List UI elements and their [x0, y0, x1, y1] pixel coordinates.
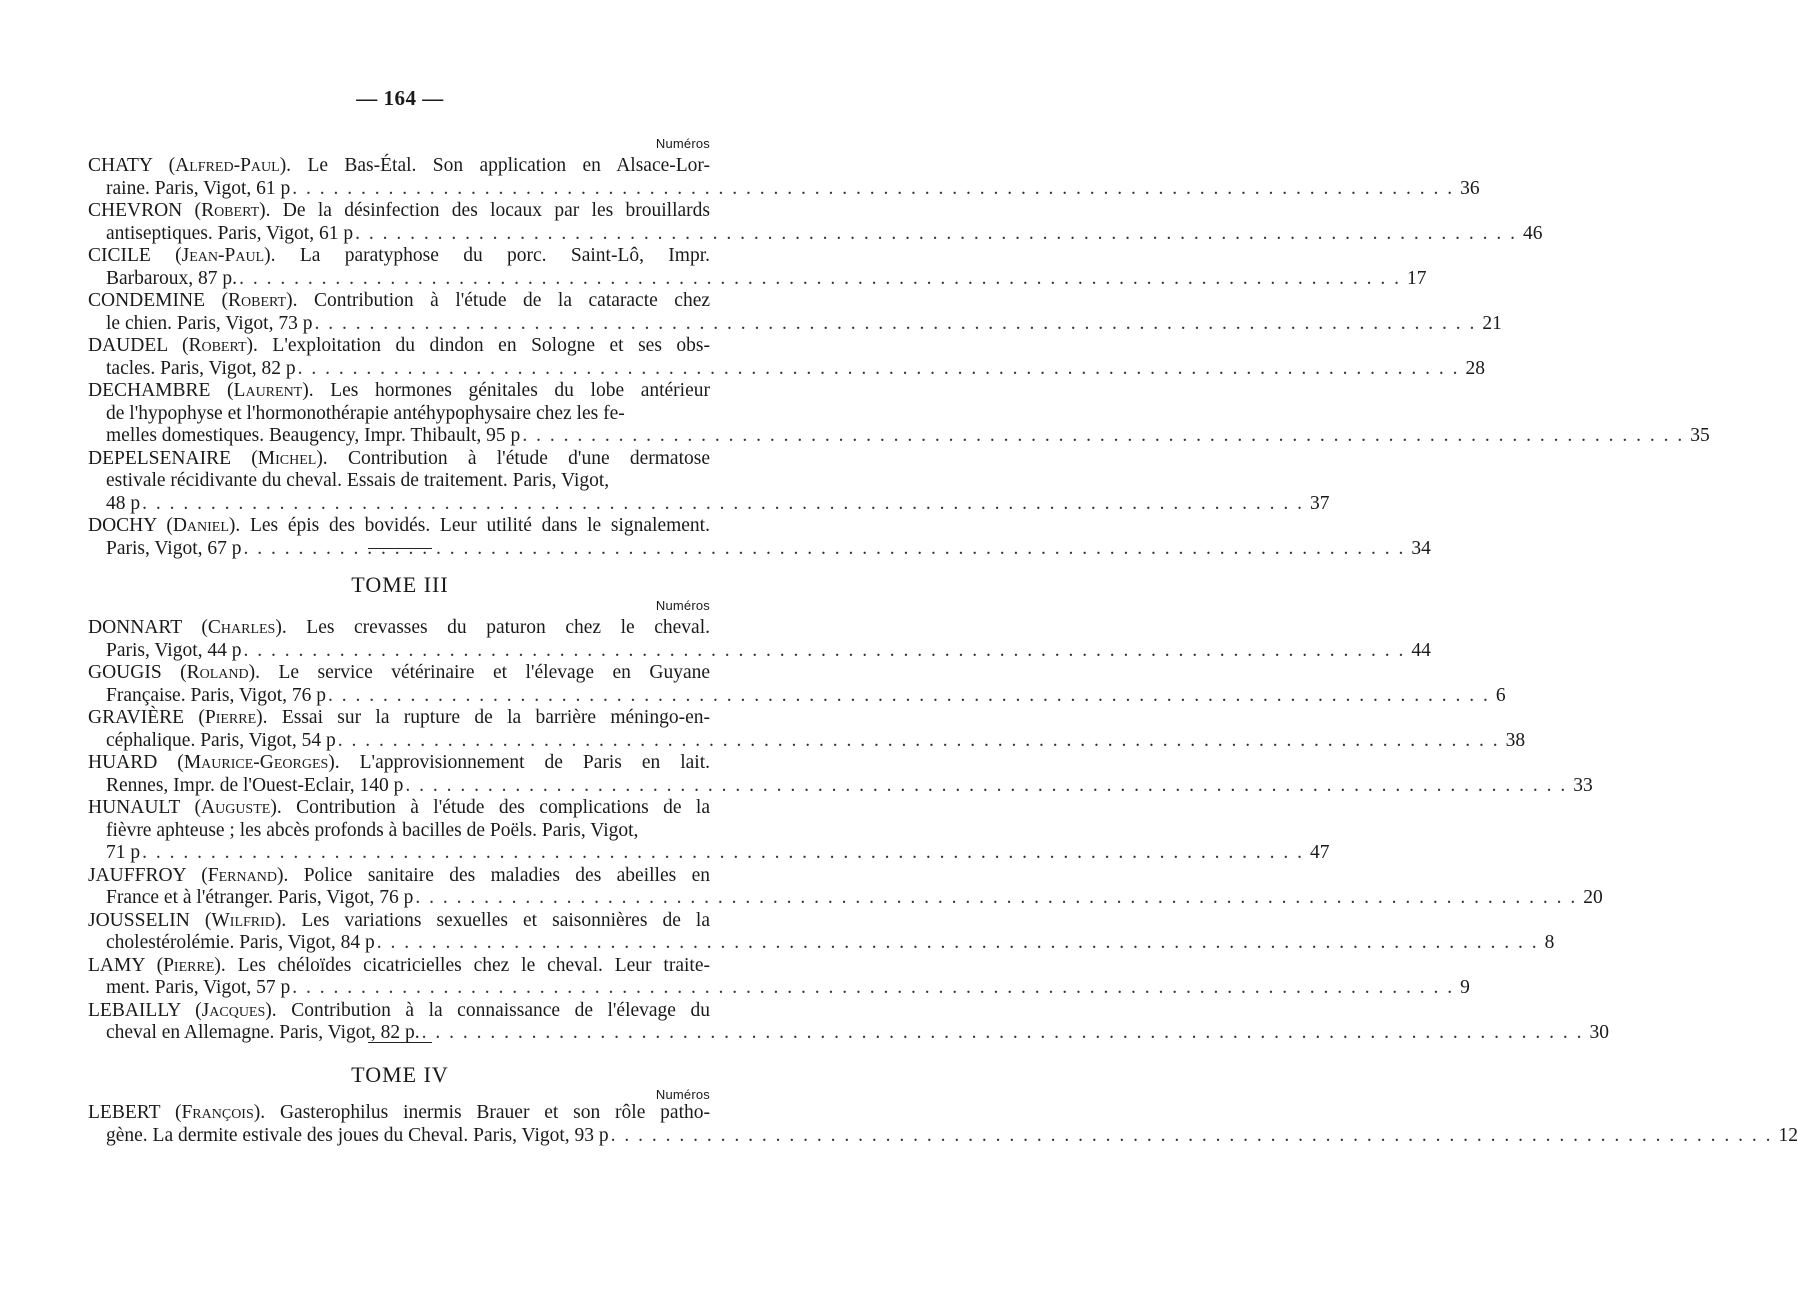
numeros-header: Numéros	[655, 136, 710, 151]
entry-number: 35	[1690, 425, 1710, 446]
author-firstname: Robert	[188, 335, 247, 356]
entry-publication: Rennes, Impr. de l'Ouest-Eclair, 140 p	[106, 774, 404, 796]
entry-title-text: Les hormones génitales du lobe antérieur	[330, 380, 710, 401]
entry-publication: Française. Paris, Vigot, 76 p	[106, 684, 326, 706]
bibliography-section	[88, 1102, 1798, 1147]
entry-title-text: La paratyphose du porc. Saint-Lô, Impr.	[299, 245, 710, 266]
entry-line: CONDEMINE (Robert). Contribution à l'étude de la cataracte chez	[88, 290, 710, 311]
author-surname: DOCHY	[88, 515, 157, 536]
entry-publication: 71 p	[106, 842, 141, 863]
entry-line: JAUFFROY (Fernand). Police sanitaire des maladies des abeilles en	[88, 864, 710, 886]
entry-last-line	[106, 684, 1506, 708]
author-surname: LEBAILLY	[88, 999, 181, 1021]
entry-last-line	[106, 177, 1480, 201]
dot-leader: . . . . . . . . . . . . . . . . . . . . . . . . . . . . . . . . . . . . . . . . . . . . . . . . . . . . . . . . . . . . . . . . . . . . . . . . . . . . . . . . . . . . .	[327, 684, 1490, 706]
entry-number: 38	[1505, 729, 1526, 751]
entry-title-text: Contribution à la connaissance de l'élevage du	[291, 999, 710, 1021]
entry-line: LEBAILLY (Jacques). Contribution à la connaissance de l'élevage du	[88, 999, 710, 1021]
bibliography-entry	[88, 707, 1526, 752]
dot-leader: . . . . . . . . . . . . . . . . . . . . . . . . . . . . . . . . . . . . . . . . . . . . . . . . . . . . . . . . . . . . . . . . . . . . . . . . . . . . . . . . . . . . .	[421, 1022, 1584, 1043]
section-divider	[368, 1042, 432, 1043]
author-firstname: Roland	[186, 662, 249, 683]
section-divider	[368, 548, 432, 549]
dot-leader: . . . . . . . . . . . . . . . . . . . . . . . . . . . . . . . . . . . . . . . . . . . . . . . . . . . . . . . . . . . . . . . . . . . . . . . . . . . . . . . . . . . . .	[405, 774, 1568, 796]
entry-publication: Paris, Vigot, 44 p	[106, 639, 242, 661]
entry-number: 28	[1465, 357, 1486, 379]
entry-publication: antiseptiques. Paris, Vigot, 61 p	[106, 222, 354, 244]
entry-number: 37	[1310, 492, 1330, 514]
entry-publication: cholestérolémie. Paris, Vigot, 84 p	[106, 932, 375, 953]
entry-title-text: estivale récidivante du cheval. Essais de traitement. Paris, Vigot,	[106, 470, 610, 491]
dot-leader: . . . . . . . . . . . . . . . . . . . . . . . . . . . . . . . . . . . . . . . . . . . . . . . . . . . . . . . . . . . . . . . . . . . . . . . . . . . . . . . . . . . . .	[522, 425, 1685, 446]
entry-line: DECHAMBRE (Laurent). Les hormones génitales du lobe antérieur	[88, 380, 710, 401]
author-firstname: Auguste	[201, 797, 271, 818]
author-firstname: Fernand	[207, 864, 277, 886]
author-surname: CONDEMINE	[88, 290, 205, 311]
entry-title-text: L'approvisionnement de Paris en lait.	[359, 752, 710, 773]
entry-number: 8	[1544, 932, 1555, 953]
entry-last-line	[106, 639, 1431, 663]
author-surname: LEBERT	[88, 1102, 161, 1123]
author-firstname: Wilfrid	[211, 909, 275, 931]
entry-line: GOUGIS (Roland). Le service vétérinaire et l'élevage en Guyane	[88, 662, 711, 683]
dot-leader: . . . . . . . . . . . . . . . . . . . . . . . . . . . . . . . . . . . . . . . . . . . . . . . . . . . . . . . . . . . . . . . . . . . . . . . . . . . . . . . . . . . . .	[292, 977, 1455, 998]
bibliography-entry	[88, 335, 1486, 380]
dot-leader: . . . . . . . . . . . . . . . . . . . . . . . . . . . . . . . . . . . . . . . . . . . . . . . . . . . . . . . . . . . . . . . . . . . . . . . . . . . . . . . . . . . . .	[297, 357, 1460, 379]
entry-publication: tacles. Paris, Vigot, 82 p	[106, 357, 296, 379]
bibliography-entry	[88, 447, 1330, 516]
author-firstname: Pierre	[163, 954, 215, 976]
author-firstname: Jacques	[201, 999, 266, 1021]
entry-line: HUARD (Maurice-Georges). L'approvisionnement de Paris en lait.	[88, 752, 710, 773]
author-firstname: Alfred-Paul	[175, 155, 280, 176]
entry-publication: céphalique. Paris, Vigot, 54 p	[106, 729, 336, 751]
entry-number: 44	[1411, 639, 1431, 661]
dot-leader: . . . . . . . . . . . . . . . . . . . . . . . . . . . . . . . . . . . . . . . . . . . . . . . . . . . . . . . . . . . . . . . . . . . . . . . . . . . . . . . . . . . . .	[376, 932, 1539, 953]
entry-number: 36	[1460, 177, 1480, 199]
entry-line: CICILE (Jean-Paul). La paratyphose du porc. Saint-Lô, Impr.	[88, 245, 710, 266]
bibliography-entry	[88, 380, 1710, 448]
entry-publication: ment. Paris, Vigot, 57 p	[106, 977, 291, 998]
dot-leader: . . . . . . . . . . . . . . . . . . . . . . . . . . . . . . . . . . . . . . . . . . . . . . . . . . . . . . . . . . . . . . . . . . . . . . . . . . . . . . . . . . . . .	[292, 177, 1455, 199]
entry-last-line	[106, 425, 1710, 448]
entry-title-text: Contribution à l'étude d'une dermatose	[347, 447, 710, 469]
dot-leader: . . . . . . . . . . . . . . . . . . . . . . . . . . . . . . . . . . . . . . . . . . . . . . . . . . . . . . . . . . . . . . . . . . . . . . . . . . . . . . . . . . . . .	[355, 222, 1517, 244]
entry-number: 30	[1589, 1022, 1610, 1043]
entry-publication: raine. Paris, Vigot, 61 p	[106, 177, 291, 199]
entry-line: DEPELSENAIRE (Michel). Contribution à l'étude d'une dermatose	[88, 447, 710, 469]
author-firstname: Michel	[257, 447, 317, 469]
entry-title-text: Les épis des bovidés. Leur utilité dans le signalement.	[249, 515, 710, 536]
entry-title-text: De la désinfection des locaux par les brouillards	[282, 200, 710, 221]
entry-last-line	[106, 492, 1330, 516]
entry-number: 34	[1411, 537, 1431, 559]
entry-title-text: Le Bas-Étal. Son application en Alsace-Lor-	[307, 155, 711, 176]
dot-leader: . . . . . . . . . . . . . . . . . . . . . . . . . . . . . . . . . . . . . . . . . . . . . . . . . . . . . . . . . . . . . . . . . . . . . . . . . . . . . . . . . . . . .	[337, 729, 1500, 751]
author-surname: CHATY	[88, 155, 153, 176]
entry-last-line	[106, 977, 1470, 1000]
entry-number: 17	[1406, 267, 1427, 289]
entry-number: 47	[1310, 842, 1330, 863]
numeros-header: Numéros	[655, 1087, 710, 1102]
entry-line: DOCHY (Daniel). Les épis des bovidés. Leur utilité dans le signalement.	[88, 515, 710, 536]
entry-line: CHATY (Alfred-Paul). Le Bas-Étal. Son application en Alsace-Lor-	[88, 155, 711, 176]
bibliography-entry	[88, 617, 1431, 662]
entry-number: 33	[1573, 774, 1593, 796]
entry-last-line	[106, 774, 1593, 798]
entry-title-text: Les variations sexuelles et saisonnières de la	[301, 909, 710, 931]
entry-title-text: Les chéloïdes cicatricielles chez le cheval. Leur traite-	[237, 954, 710, 976]
entry-number: 6	[1495, 684, 1506, 706]
bibliography-section	[88, 155, 1710, 560]
bibliography-entry	[88, 200, 1543, 245]
entry-last-line	[106, 932, 1555, 955]
entry-number: 9	[1460, 977, 1470, 998]
entry-title-text: L'exploitation du dindon en Sologne et ses obs-	[272, 335, 711, 356]
entry-title-text: de l'hypophyse et l'hormonothérapie antéhypophysaire chez les fe-	[106, 402, 625, 424]
entry-last-line	[106, 312, 1502, 336]
author-surname: DONNART	[88, 617, 182, 638]
entry-publication: le chien. Paris, Vigot, 73 p	[106, 312, 313, 334]
bibliography-entry	[88, 909, 1555, 955]
entry-line	[106, 470, 710, 493]
entry-line: LEBERT (François). Gasterophilus inermis Brauer et son rôle patho-	[88, 1102, 710, 1123]
dot-leader: . . . . . . . . . . . . . . . . . . . . . . . . . . . . . . . . . . . . . . . . . . . . . . . . . . . . . . . . . . . . . . . . . . . . . . . . . . . . . . . . . . . . .	[610, 1124, 1773, 1146]
entry-last-line	[106, 887, 1603, 910]
author-firstname: Charles	[207, 617, 276, 638]
bibliography-entry	[88, 864, 1603, 910]
author-surname: GOUGIS	[88, 662, 162, 683]
author-surname: DEPELSENAIRE	[88, 447, 231, 469]
dot-leader: . . . . . . . . . . . . . . . . . . . . . . . . . . . . . . . . . . . . . . . . . . . . . . . . . . . . . . . . . . . . . . . . . . . . . . . . . . . . . . . . . . . . .	[142, 492, 1304, 514]
bibliography-entry	[88, 797, 1330, 865]
bibliography-entry	[88, 245, 1427, 290]
author-firstname: Robert	[228, 290, 287, 311]
entry-publication: melles domestiques. Beaugency, Impr. Thibault, 95 p	[106, 425, 521, 446]
author-surname: HUARD	[88, 752, 158, 773]
dot-leader: . . . . . . . . . . . . . . . . . . . . . . . . . . . . . . . . . . . . . . . . . . . . . . . . . . . . . . . . . . . . . . . . . . . . . . . . . . . . . . . . . . . . .	[243, 537, 1406, 559]
entry-publication: gène. La dermite estivale des joues du Cheval. Paris, Vigot, 93 p	[106, 1124, 609, 1146]
numeros-header: Numéros	[655, 598, 710, 613]
entry-publication: 48 p	[106, 492, 141, 514]
entry-number: 12	[1778, 1124, 1798, 1146]
entry-publication: France et à l'étranger. Paris, Vigot, 76 p	[106, 887, 414, 908]
entry-last-line	[106, 1124, 1798, 1148]
entry-title-text: Police sanitaire des maladies des abeilles en	[303, 864, 710, 886]
bibliography-entry	[88, 999, 1610, 1045]
author-surname: CICILE	[88, 245, 151, 266]
author-surname: CHEVRON	[88, 200, 183, 221]
author-surname: HUNAULT	[88, 797, 181, 818]
entry-publication: cheval en Allemagne. Paris, Vigot, 82 p.	[106, 1022, 420, 1043]
entry-title-text: Contribution à l'étude des complications de la	[296, 797, 710, 818]
entry-line	[106, 403, 710, 426]
author-surname: JAUFFROY	[88, 864, 186, 886]
bibliography-entry	[88, 662, 1506, 707]
entry-line: HUNAULT (Auguste). Contribution à l'étude des complications de la	[88, 797, 710, 818]
entry-last-line	[106, 222, 1543, 246]
bibliography-entry	[88, 155, 1480, 200]
bibliography-entry	[88, 290, 1502, 335]
author-firstname: Jean-Paul	[181, 245, 265, 266]
bibliography-entry	[88, 954, 1470, 1000]
author-firstname: Daniel	[172, 515, 229, 536]
author-surname: LAMY	[88, 954, 145, 976]
bibliography-entry	[88, 515, 1431, 560]
dot-leader: . . . . . . . . . . . . . . . . . . . . . . . . . . . . . . . . . . . . . . . . . . . . . . . . . . . . . . . . . . . . . . . . . . . . . . . . . . . . . . . . . . . . .	[239, 267, 1401, 289]
entry-number: 46	[1522, 222, 1543, 244]
entry-number: 21	[1482, 312, 1502, 334]
entry-title-text: Essai sur la rupture de la barrière méningo-en-	[281, 707, 710, 728]
dot-leader: . . . . . . . . . . . . . . . . . . . . . . . . . . . . . . . . . . . . . . . . . . . . . . . . . . . . . . . . . . . . . . . . . . . . . . . . . . . . . . . . . . . . .	[415, 887, 1578, 908]
author-firstname: Laurent	[233, 380, 303, 401]
entry-title-text: fièvre aphteuse ; les abcès profonds à bacilles de Poëls. Paris, Vigot,	[106, 819, 639, 841]
author-firstname: Maurice-Georges	[183, 752, 329, 773]
author-surname: DECHAMBRE	[88, 380, 211, 401]
tome-iv-heading: TOME IV	[351, 1062, 449, 1087]
entry-title-text: Gasterophilus inermis Brauer et son rôle patho-	[279, 1102, 710, 1123]
page-number: — 164 —	[356, 86, 444, 110]
author-firstname: François	[181, 1102, 254, 1123]
entry-line: DONNART (Charles). Les crevasses du paturon chez le cheval.	[88, 617, 711, 638]
entry-last-line	[106, 267, 1427, 291]
entry-line: JOUSSELIN (Wilfrid). Les variations sexuelles et saisonnières de la	[88, 909, 710, 931]
entry-last-line	[106, 842, 1330, 865]
entry-line	[106, 820, 710, 843]
entry-line: GRAVIÈRE (Pierre). Essai sur la rupture de la barrière méningo-en-	[88, 707, 710, 728]
author-surname: DAUDEL	[88, 335, 168, 356]
dot-leader: . . . . . . . . . . . . . . . . . . . . . . . . . . . . . . . . . . . . . . . . . . . . . . . . . . . . . . . . . . . . . . . . . . . . . . . . . . . . . . . . . . . . .	[142, 842, 1304, 863]
dot-leader: . . . . . . . . . . . . . . . . . . . . . . . . . . . . . . . . . . . . . . . . . . . . . . . . . . . . . . . . . . . . . . . . . . . . . . . . . . . . . . . . . . . . .	[243, 639, 1406, 661]
entry-publication: Barbaroux, 87 p.	[106, 267, 238, 289]
bibliography-entry	[88, 1102, 1798, 1147]
dot-leader: . . . . . . . . . . . . . . . . . . . . . . . . . . . . . . . . . . . . . . . . . . . . . . . . . . . . . . . . . . . . . . . . . . . . . . . . . . . . . . . . . . . . .	[314, 312, 1477, 334]
entry-title-text: Les crevasses du paturon chez le cheval.	[306, 617, 711, 638]
author-firstname: Robert	[201, 200, 260, 221]
entry-line: CHEVRON (Robert). De la désinfection des locaux par les brouillards	[88, 200, 710, 221]
entry-last-line	[106, 357, 1486, 381]
author-surname: JOUSSELIN	[88, 909, 190, 931]
entry-last-line	[106, 729, 1526, 753]
entry-title-text: Le service vétérinaire et l'élevage en Guyane	[278, 662, 711, 683]
bibliography-section	[88, 617, 1610, 1045]
tome-iii-heading: TOME III	[351, 572, 449, 597]
author-firstname: Pierre	[204, 707, 257, 728]
author-surname: GRAVIÈRE	[88, 707, 185, 728]
entry-line: DAUDEL (Robert). L'exploitation du dindon en Sologne et ses obs-	[88, 335, 711, 356]
entry-line: LAMY (Pierre). Les chéloïdes cicatricielles chez le cheval. Leur traite-	[88, 954, 710, 976]
entry-number: 20	[1583, 887, 1603, 908]
bibliography-entry	[88, 752, 1593, 797]
entry-title-text: Contribution à l'étude de la cataracte chez	[313, 290, 710, 311]
entry-publication: Paris, Vigot, 67 p	[106, 537, 242, 559]
